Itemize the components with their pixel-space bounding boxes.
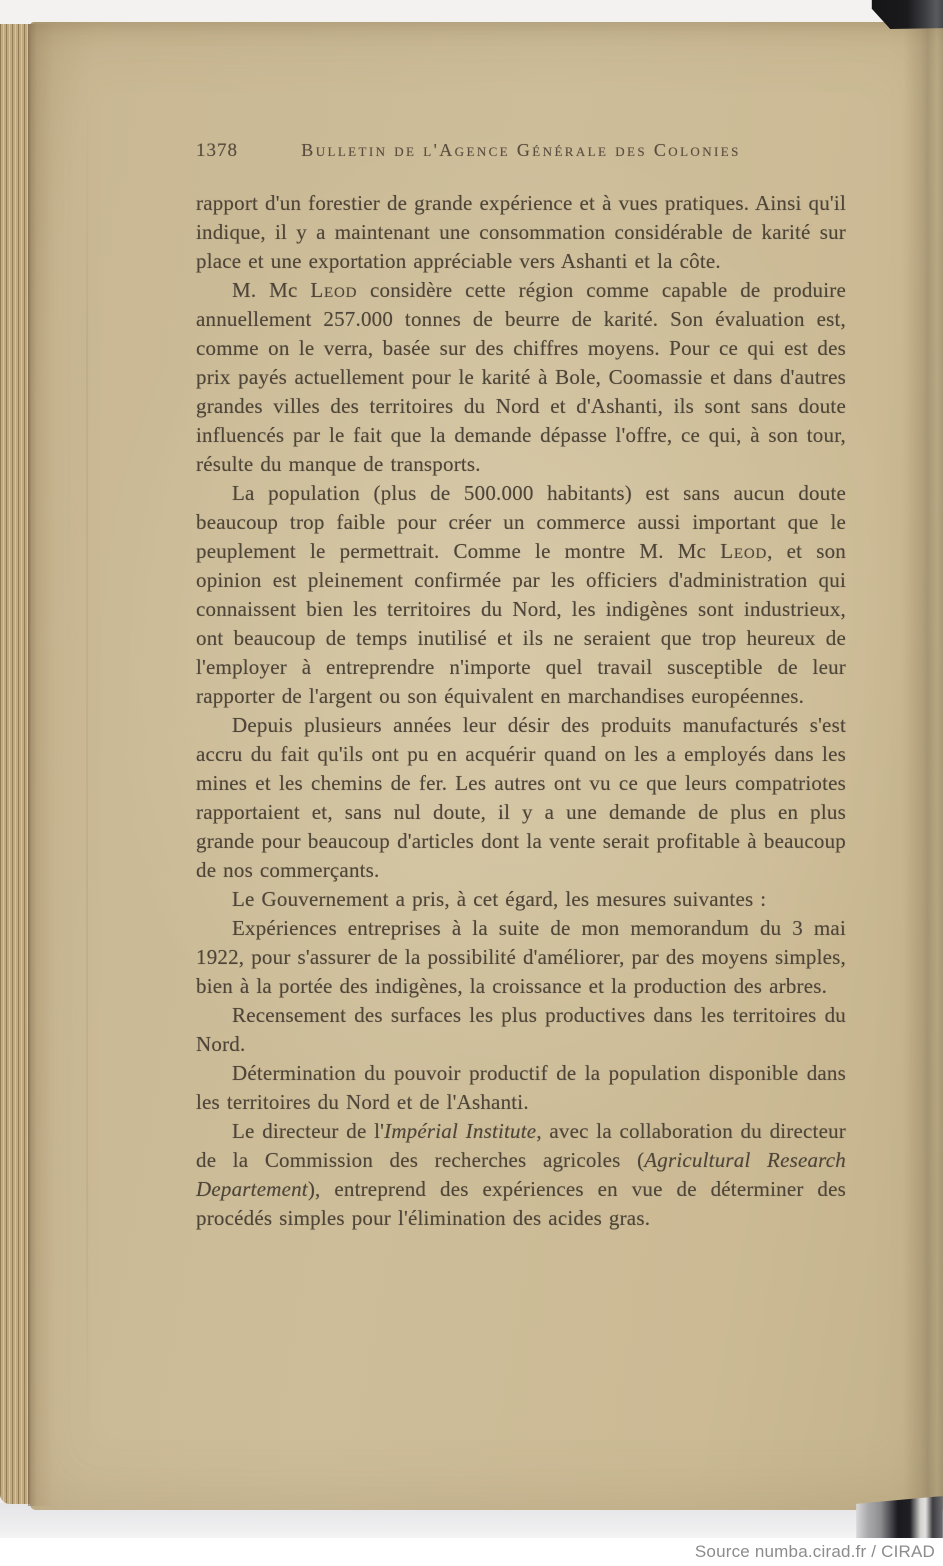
paragraph: rapport d'un forestier de grande expérience et à vues pratiques. Ainsi qu'il indique, il y a maintenant une consommation considérable de karité sur place et une exportation appréciable vers Ashanti et la côte. <box>196 191 846 273</box>
page-fold-line <box>86 60 88 1460</box>
paragraph: Détermination du pouvoir productif de la population disponible dans les territoires du Nord et de l'Ashanti. <box>196 1061 846 1114</box>
paragraph: La population (plus de 500.000 habitants) est sans aucun doute beaucoup trop faible pour créer un commerce aussi important que le peuplement le permettrait. Comme le montre M. Mc Leod, et son opinion est pleinement confirmée par les officiers d'administration qui connaissent bien les territoires du Nord, les indigènes sont industrieux, ont beaucoup de temps inutilisé et ils ne seraient que trop heureux de l'employer à entreprendre n'importe quel travail susceptible de leur rapporter de l'argent ou son équivalent en marchandises européennes. <box>196 481 846 708</box>
page-right-edge-shadow <box>903 22 943 1510</box>
paragraph: M. Mc Leod considère cette région comme capable de produire annuellement 257.000 tonnes de beurre de karité. Son évaluation est, comme on le verra, basée sur des chiffres moyens. Pour ce qui est des prix payés actuellement pour le karité à Bole, Coomassie et dans d'autres grandes villes des territoires du Nord et d'Ashanti, ils sont sans doute influencés par le fait que la demande dépasse l'offre, ce qui, à son tour, résulte du manque de transports. <box>196 278 846 476</box>
source-credit-label: Source numba.cirad.fr / CIRAD <box>694 1542 935 1561</box>
paragraph: Le Gouvernement a pris, à cet égard, les mesures suivantes : <box>232 887 767 911</box>
paragraph: Le directeur de l'Impérial Institute, avec la collaboration du directeur de la Commission des recherches agricoles (Agricultural Research Departement), entreprend des expériences en vue de déterminer des procédés simples pour l'élimination des acides gras. <box>196 1119 846 1230</box>
paragraph: Recensement des surfaces les plus productives dans les territoires du Nord. <box>196 1003 846 1056</box>
page-number: 1378 <box>196 140 238 161</box>
running-title: Bulletin de l'Agence Générale des Colonies <box>301 140 741 160</box>
page-header <box>196 140 846 164</box>
page-text <box>196 189 846 1233</box>
paragraph: Depuis plusieurs années leur désir des produits manufacturés s'est accru du fait qu'ils ont pu en acquérir quand on les a employés dans les mines et les chemins de fer. Les autres ont vu ce que leurs compatriotes rapportaient et, sans nul doute, il y a une demande de plus en plus grande pour beaucoup d'articles dont la vente serait profitable à beaucoup de nos commerçants. <box>196 713 846 882</box>
page-gutter-crease <box>28 24 54 1506</box>
source-credit-bar <box>0 1538 943 1566</box>
paragraph: Expériences entreprises à la suite de mon memorandum du 3 mai 1922, pour s'assurer de la possibilité d'améliorer, par des moyens simples, bien à la portée des indigènes, la croissance et la production des arbres. <box>196 916 846 998</box>
